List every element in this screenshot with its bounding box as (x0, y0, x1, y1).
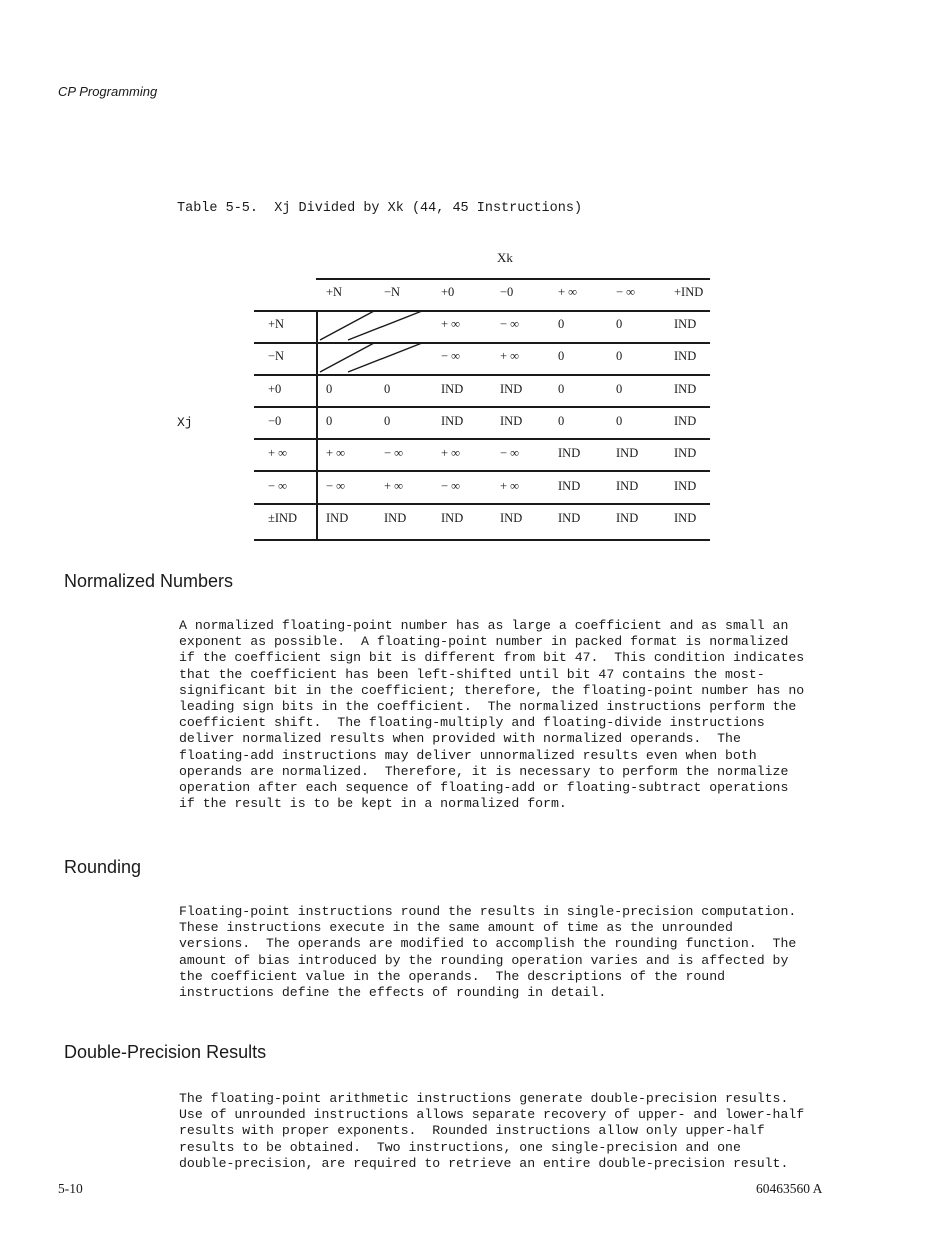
table-cell: IND (674, 478, 697, 493)
table-caption: Table 5-5. Xj Divided by Xk (44, 45 Instructions) (177, 201, 583, 216)
table-cell: IND (500, 381, 523, 396)
table-cell: 0 (558, 413, 565, 428)
body-line: exponent as possible. A floating-point number in packed format is normalized (179, 634, 789, 650)
table-cell: − ∞ (500, 317, 520, 331)
section-body (179, 1091, 804, 1172)
table-cell: + ∞ (441, 317, 461, 331)
column-header: + ∞ (558, 285, 578, 299)
running-header: CP Programming (58, 84, 158, 99)
table-rule (254, 438, 710, 440)
body-line: A normalized floating-point number has as large a coefficient and as small an (179, 618, 789, 633)
body-line: Floating-point instructions round the results in single-precision computation. (179, 904, 797, 919)
body-line: double-precision, are required to retrieve an entire double-precision result. (179, 1155, 789, 1171)
table-cell: 0 (616, 413, 623, 428)
section-heading: Normalized Numbers (64, 571, 234, 591)
table-cell: 0 (616, 317, 623, 331)
table-cell: IND (674, 317, 697, 331)
body-line: deliver normalized results when provided with normalized operands. The (179, 731, 741, 747)
table-rule (254, 406, 710, 408)
table-cell: IND (500, 510, 523, 525)
body-line: Use of unrounded instructions allows separate recovery of upper- and lower-half (179, 1107, 805, 1123)
table-cell: IND (500, 413, 523, 428)
table-cell: 0 (616, 349, 623, 364)
body-line: that the coefficient has been left-shifted until bit 47 contains the most- (179, 666, 765, 682)
table-cell: + ∞ (384, 478, 404, 493)
table-cell: IND (616, 446, 639, 461)
table-cell: − ∞ (384, 446, 404, 461)
table-cell: 0 (558, 381, 565, 396)
document-number: 60463560 A (756, 1181, 823, 1196)
table-cell: − ∞ (441, 478, 461, 493)
table-cell: IND (616, 478, 639, 493)
table-cell: + ∞ (441, 446, 461, 461)
table-cell: − ∞ (441, 349, 461, 364)
row-header: −0 (268, 413, 282, 428)
table-cell: IND (441, 510, 464, 525)
row-header: + ∞ (268, 446, 288, 461)
row-header: − ∞ (268, 478, 288, 493)
body-line: significant bit in the coefficient; therefore, the floating-point number has no (179, 682, 805, 698)
body-line: operation after each sequence of floating-add or floating-subtract operations (179, 780, 789, 796)
section-heading: Double-Precision Results (64, 1042, 267, 1062)
table-cell: IND (384, 510, 407, 525)
table-cell: IND (674, 446, 697, 461)
row-header: −N (268, 349, 285, 364)
table-cell: IND (326, 510, 349, 525)
table-cell: IND (558, 446, 581, 461)
column-header: −0 (500, 285, 514, 299)
column-header: +N (326, 285, 343, 299)
row-header: +N (268, 317, 285, 331)
body-line: if the coefficient sign bit is different from bit 47. This condition indicates (179, 650, 805, 666)
table-cell: + ∞ (500, 478, 520, 493)
table-cell: + ∞ (500, 349, 520, 364)
table-cell: IND (674, 381, 697, 396)
body-line: floating-add instructions may deliver unnormalized results even when both (179, 747, 757, 763)
table-cell: − ∞ (500, 446, 520, 461)
table-cell: 0 (326, 381, 333, 396)
section-body (179, 904, 796, 1001)
table-rule (254, 470, 710, 472)
section-heading: Rounding (64, 857, 142, 877)
section-body (179, 618, 804, 812)
table-cell: 0 (384, 381, 391, 396)
body-line: coefficient shift. The floating-multiply and floating-divide instructions (179, 715, 765, 731)
table-cell: 0 (558, 317, 565, 331)
table-cell: − ∞ (326, 478, 346, 493)
body-line: versions. The operands are modified to accomplish the rounding function. The (179, 936, 797, 952)
row-header: +0 (268, 381, 282, 396)
body-line: The floating-point arithmetic instructions generate double-precision results. (179, 1091, 789, 1106)
page-number: 5-10 (58, 1181, 83, 1196)
table-cell: IND (558, 510, 581, 525)
table-cell: + ∞ (326, 446, 346, 461)
table-cell: IND (441, 381, 464, 396)
table-cell: IND (674, 413, 697, 428)
body-line: the coefficient value in the operands. The descriptions of the round (179, 968, 726, 984)
table-cell: IND (674, 510, 697, 525)
table-cell: IND (674, 349, 697, 364)
column-header: − ∞ (616, 285, 636, 299)
body-line: instructions define the effects of rounding in detail. (179, 985, 607, 1001)
table-cell: 0 (326, 413, 333, 428)
table-rule-vertical (316, 310, 318, 541)
body-line: leading sign bits in the coefficient. The normalized instructions perform the (179, 699, 797, 715)
row-header: ±IND (268, 510, 298, 525)
body-line: operands are normalized. Therefore, it is necessary to perform the normalize (179, 763, 789, 779)
table-rule-bottom (254, 539, 710, 541)
table-cell: 0 (558, 349, 565, 364)
table-cell: IND (441, 413, 464, 428)
row-axis-label: Xj (177, 415, 193, 430)
table-rule-top (316, 278, 710, 280)
column-header: +0 (441, 285, 455, 299)
body-line: results with proper exponents. Rounded instructions allow only upper-half (179, 1123, 765, 1139)
table-cell: IND (558, 478, 581, 493)
column-axis-label: Xk (497, 250, 513, 265)
body-line: results to be obtained. Two instructions, one single-precision and one (179, 1139, 741, 1155)
table-cell: 0 (384, 413, 391, 428)
table-rule (254, 342, 710, 344)
body-line: amount of bias introduced by the rounding operation varies and is affected by (179, 952, 789, 968)
column-header: −N (384, 285, 401, 299)
table-cell: IND (616, 510, 639, 525)
not-applicable-strike (318, 308, 434, 374)
body-line: These instructions execute in the same amount of time as the unrounded (179, 920, 733, 936)
table-cell: 0 (616, 381, 623, 396)
body-line: if the result is to be kept in a normalized form. (179, 796, 567, 812)
column-header: +IND (674, 285, 704, 299)
table-rule (254, 503, 710, 505)
table-rule (254, 374, 710, 376)
table-rule (254, 310, 710, 312)
